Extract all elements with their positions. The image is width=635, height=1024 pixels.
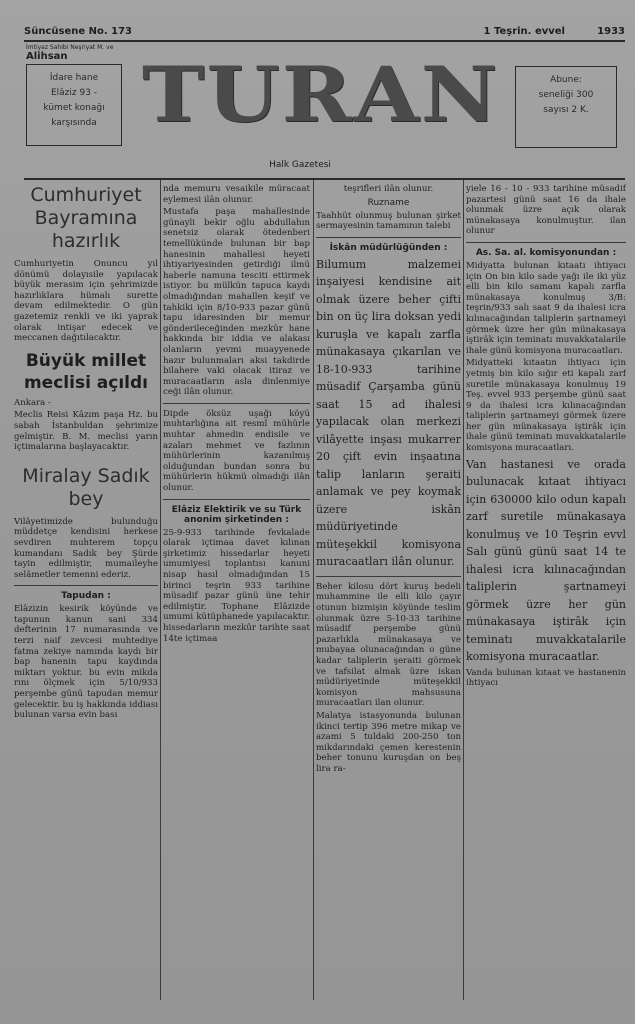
header-rule [24, 178, 625, 180]
top-rule [24, 40, 625, 42]
section-heading: Elâziz Elektirik ve su Türk anonim şirketinden : [171, 504, 302, 525]
article-text: Vilâyetimizde bulunduğu müddetçe kendisini herkese sevdiren muhterem topçu kumandanı Sadık bey Şürde tayin edilmiştir, mumaileyhe selâmetler temenni ederiz. [14, 516, 158, 580]
column-3 [316, 184, 461, 1004]
notice-text-large: Bilumum malzemei inşaiyesi kendisine ait olmak üzere beher çifti bin on üç lira doksan yedi kuruşla ve kapalı zarfla münakasaya çıkarılan ve 18-10-933 tarihine müsadif Çarşamba günü saat 15 ad ihalesi yapılacak olan merkezi vilâyette inşası mukarrer 20 çift evin inşaatına talip lanların şeraiti anlamak ve pey koymak üzere iskân müdüriyetinde müteşekkil komisyona muracaatları ilân olunur. [316, 257, 461, 569]
column-2 [163, 184, 310, 1004]
section-heading: Tapudan : [61, 591, 111, 602]
headline-meclis: Büyük millet meclisi açıldı [23, 350, 149, 393]
address-line: karşısında [51, 118, 97, 128]
column-1 [14, 184, 158, 1004]
address-line: Elâziz 93 - [50, 88, 98, 98]
section-rule [316, 576, 461, 577]
section-rule [163, 499, 310, 500]
notice-text: Elâzizin kesirik köyünde ve tapunun kanun sani 334 defterinin 17 numarasında ve terzi naif zevcesi muhtediye fatma zekiye namında kaydı bir bap hanenin tapu kaydında miktarı yoktur. bu evin mikda rını ölçmek için 5/10/933 perşembe günü tapudan memur gelecektir. bu iş hakkında iddiası bulunan varsa evin bası [14, 604, 158, 721]
notice-text: Taahhüt olunmuş bulunan şirket sermayesinin tamamının talebi [316, 210, 461, 232]
notice-text: Mustafa paşa mahallesinde günayli bekir oğlu abdullahın senetsiz olarak ötedenberi temellükünde bulunan bir bap hanesinin mahallesi heyeti ihtiyariyesinden getirdiği ilmü haberle namuna tesciti ettirmek istiyor. bu mülkün tapuca kaydı olmadığından mahallen keşif ve tahkiki için 8/10-933 pazar günü tapu idaresinden bir memur gönderileceğinden mezkûr hane hakkında bir iddia ve alakası olanların yevmi muayyenede hazır bulunmaları aksi takdirde bilahere vaki olacak itiraz ve muracaatların asla dinlenmiye ceği ilân olunur. [163, 207, 310, 398]
owner-name: Alihsan [26, 51, 68, 62]
column-divider [160, 180, 161, 1000]
section-rule [163, 403, 310, 404]
section-rule [316, 237, 461, 238]
article-text: Cumhuriyetin Onuncu yıl dönümü dolayısile yapılacak büyük merasim için şehrimizde hazırlıklara hümalı surette devam edilmektedir. O gün gazetemiz renkli ve iki yaprak olarak intişar edecek ve meccanen dağıtılacaktır. [14, 259, 158, 344]
owner-small: İmtiyaz Sahibi Neşriyat M. ve [26, 44, 114, 51]
notice-text: Midyatteki kıtaatın ihtiyacı için yetmiş bin kilo sığır eti kapalı zarf suretile münakasaya konulmuş 19 Teş. evvel 933 perşembe günü saat 9 da ihalesi icra kılınacağından taliplerin şartnameyi görmek üzere her gün münakasaya iştirâk için ihale günü teminatı muvakkatalarile komisyona muracaatları. [466, 358, 626, 454]
subscription-line: Abune: [550, 75, 582, 85]
headline-miralay: Miralay Sadık bey [22, 464, 150, 510]
article-text: Meclis Reisi Kâzım paşa Hz. bu sabah İstanbuldan şehrimize gelmiştir. B. M. meclisi yarın içtimalarına başlayacaktır. [14, 410, 158, 453]
notice-text: Midyatta bulunan kıtaatı ihtiyacı için On bin kilo sade yağı ile iki yüz elli bin kilo samanı kapalı zarfla münakasaya konulmuş 3/B: teşrin/933 salı saat 9 da ihalesi icra kılınacağından taliplerin şartnameyi görmek üzre her gün münakasaya iştirâk için teminatı muvakkatalarile ihale günü komisyona muracaatları. [466, 260, 626, 356]
notice-text: yiele 16 - 10 - 933 tarihine müsadif pazartesi günü saat 16 da ihale olunmak üzre açık olarak münakasaya konulmuştur. ilan olunur [466, 184, 626, 237]
headline-cumhuriyet: Cumhuriyet Bayramına hazırlık [30, 184, 142, 252]
address-line: İdare hane [49, 73, 99, 83]
column-divider [463, 180, 464, 1000]
notice-text: teşrifleri ilân olunur. [343, 184, 434, 194]
subscription-box [515, 66, 617, 148]
notice-text: Vanda bulunan kıtaat ve hastanenin ihtiyacı [466, 667, 626, 689]
subscription-line: sayısı 2 K. [543, 105, 589, 115]
section-rule [466, 242, 626, 243]
issue-year: 1933 [597, 26, 625, 37]
notice-text: 25-9-933 tarihinde fevkalade olarak içtimaa davet kılınan şirketimiz hissedarlar heyeti umumiyesi toplantısı kanuni nisap hasıl olmadığından 15 birinci teşrin 933 tarihine müsadif pazar günü üne tehir edilmiştir. Tophane Elâzizde umumi kütüphanede yapılacaktır. hissedarların mezkûr tarihte saat 14te içtimaa [163, 527, 310, 644]
section-heading: As. Sa. al. komisyonundan : [475, 247, 617, 258]
notice-text-large: Van hastanesi ve orada bulunacak kıtaat ihtiyacı için 630000 kilo odun kapalı zarf suretile münakasaya konulmuş ve 10 Teşrin evvl Salı günü günü saat 14 te ihalesi icra kılınacağından taliplerin şartnameyi görmek üzre her gün münakasaya iştirâk için teminatı muvakkatalarile komisyona muracaatlar. [466, 457, 626, 664]
newspaper-subtitle: Halk Gazetesi [269, 160, 331, 170]
section-heading: İskân müdürlüğünden : [329, 242, 448, 253]
masthead-title: TURAN [142, 49, 500, 139]
issue-date: 1 Teşrin. evvel [483, 26, 565, 37]
section-heading: Ruzname [367, 197, 410, 208]
column-divider [313, 180, 314, 1000]
notice-text: Dipde öksüz uşağı köyü muhtarlığına ait resmî mühürle muhtar ahmedin endisile ve azaları mehmet ve fazlının mühürlerinin kazanılmış olduğundan bundan sonra bu mühürlerin hükmü olmadığı ilân olunur. [163, 408, 310, 494]
notice-text: nda memuru vesaikile müracaat eylemesi ilân olunur. [163, 184, 310, 205]
address-box [26, 64, 122, 146]
notice-text: Beher kilosu dört kuruş bedeli muhammine ile elli kilo çayır otunun bizmişin köyünde teslim olunmak üzre 5-10-33 tarihine müsadif perşembe günü pazarlıkla münakasaya ve mubayaa olunacağından o güne kadar taliplerin şeraiti görmek ve tafsilat almak üzre iskan müdüriyetinde müteşekkil komisyon mahsusuna muracaatları ilan olunur. [316, 581, 461, 709]
section-rule [14, 585, 158, 586]
issue-number: Süncüsene No. 173 [24, 26, 132, 37]
top-line [24, 26, 625, 40]
notice-text: Malatya istasyonunda bulunan ikinci tertip 396 metre mikap ve azami 5 tuldaki 200-250 ton mikdarındaki çemen kerestenin beher tonunu kuruşdan on beş lira ra- [316, 710, 461, 774]
address-line: kümet konağı [43, 103, 105, 113]
subscription-line: seneliği 300 [538, 90, 594, 100]
article-dateline: Ankara - [14, 397, 51, 408]
column-4 [466, 184, 626, 1004]
